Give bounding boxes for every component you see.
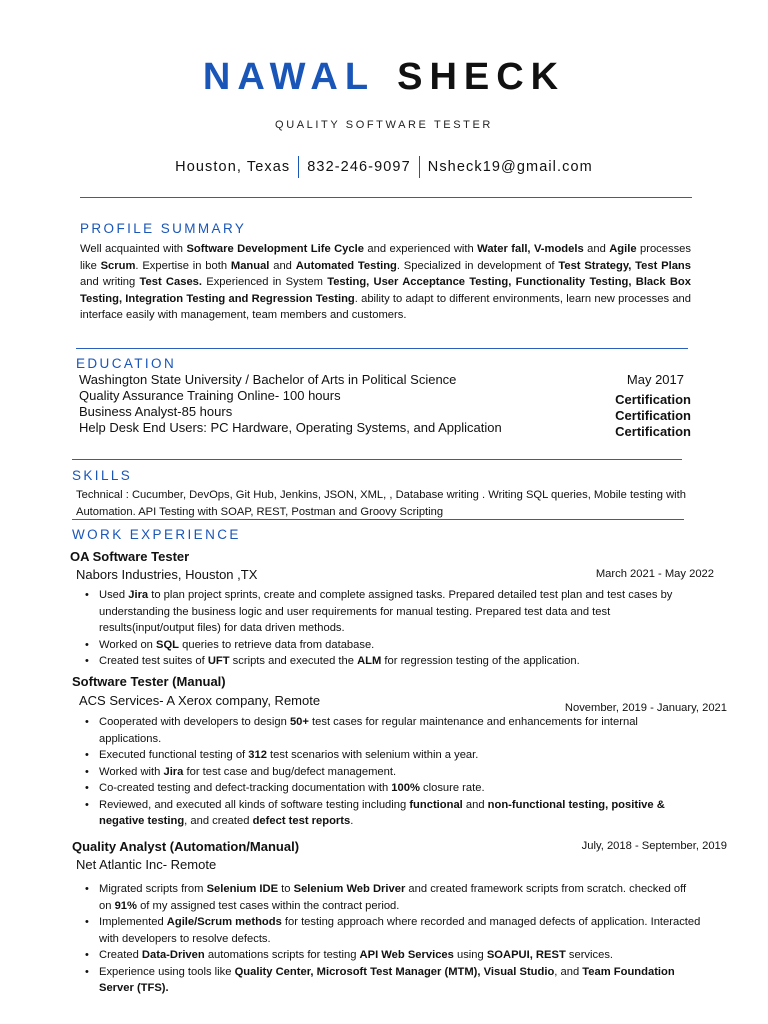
list-item: • Experience using tools like Quality Center, Microsoft Test Manager (MTM), Visual Studio, and Team Foundation Server (TFS). <box>99 964 701 997</box>
list-item: • Implemented Agile/Scrum methods for testing approach where recorded and managed defects of application. Interacted with developers to resolve defects. <box>99 914 701 947</box>
education-row: Washington State University / Bachelor of Arts in Political Science <box>79 372 457 387</box>
job-title: OA Software Tester <box>70 549 190 564</box>
education-row: Quality Assurance Training Online- 100 hours <box>79 388 341 403</box>
email: Nsheck19@gmail.com <box>427 158 593 175</box>
work-heading: WORK EXPERIENCE <box>72 527 241 542</box>
contact-divider <box>419 156 420 178</box>
list-item: • Worked with Jira for test case and bug/defect management. <box>99 764 701 781</box>
contact-divider <box>298 156 299 178</box>
education-heading: EDUCATION <box>76 356 177 371</box>
list-item: • Created Data-Driven automations scripts for testing API Web Services using SOAPUI, REST services. <box>99 947 701 964</box>
profile-heading: PROFILE SUMMARY <box>80 221 247 236</box>
job-company: Nabors Industries, Houston ,TX <box>76 567 258 582</box>
job-title: Software Tester (Manual) <box>72 674 226 689</box>
education-row: Business Analyst-85 hours <box>79 404 233 419</box>
last-name: SHECK <box>397 56 566 98</box>
education-date: May 2017 <box>626 372 684 387</box>
job-title: Quality Analyst (Automation/Manual) <box>72 839 300 854</box>
skills-heading: SKILLS <box>72 468 133 483</box>
list-item: • Cooperated with developers to design 50+ test cases for regular maintenance and enhancements for internal applications. <box>99 714 701 747</box>
phone: 832-246-9097 <box>307 158 411 175</box>
job-dates: July, 2018 - September, 2019 <box>581 840 727 852</box>
job-bullets <box>99 881 701 997</box>
job-subtitle: QUALITY SOFTWARE TESTER <box>275 119 493 131</box>
education-row: Help Desk End Users: PC Hardware, Operating Systems, and Application <box>79 420 502 435</box>
job-dates: March 2021 - May 2022 <box>595 568 714 580</box>
education-certification: Certification <box>615 408 691 423</box>
profile-text: Well acquainted with Software Development Life Cycle and experienced with Water fall, V-models and Agile processes like Scrum. Expertise in both Manual and Automated Testing. Specialized in development of Test Strategy, Test Plans and writing Test Cases. Experienced in System Testing, User Acceptance Testing, Functionality Testing, Black Box Testing, Integration Testing and Regression Testing. ability to adapt to different environments, learn new processes and interface easily with management, team members and customers. <box>80 243 691 322</box>
first-name: NAWAL <box>202 56 376 98</box>
header-divider <box>80 197 692 198</box>
list-item: • Migrated scripts from Selenium IDE to Selenium Web Driver and created framework scripts from scratch. checked off on 91% of my assigned test cases within the contract period. <box>99 881 701 914</box>
education-certification: Certification <box>615 392 691 407</box>
job-company: ACS Services- A Xerox company, Remote <box>79 693 321 708</box>
education-divider <box>72 459 682 460</box>
skills-divider <box>72 519 684 520</box>
list-item: • Reviewed, and executed all kinds of software testing including functional and non-functional testing, positive & negative testing, and created defect test reports. <box>99 797 701 830</box>
job-company: Net Atlantic Inc- Remote <box>76 857 217 872</box>
job-bullets <box>99 714 701 830</box>
list-item: • Co-created testing and defect-tracking documentation with 100% closure rate. <box>99 780 701 797</box>
profile-divider <box>76 348 688 349</box>
list-item: • Worked on SQL queries to retrieve data from database. <box>99 637 699 654</box>
candidate-name <box>0 56 768 99</box>
city: Houston, Texas <box>175 158 291 175</box>
list-item: • Executed functional testing of 312 test scenarios with selenium within a year. <box>99 747 701 764</box>
list-item: • Used Jira to plan project sprints, create and complete assigned tasks. Prepared detailed test plan and test cases by understanding the business logic and user requirements for manual testing. Prepared test data and test results(input/output files) for data driven methods. <box>99 587 699 637</box>
job-dates: November, 2019 - January, 2021 <box>564 702 727 714</box>
education-certification: Certification <box>615 424 691 439</box>
job-bullets <box>99 587 699 670</box>
list-item: • Created test suites of UFT scripts and executed the ALM for regression testing of the application. <box>99 653 699 670</box>
contact-line <box>0 156 768 178</box>
skills-text: Technical : Cucumber, DevOps, Git Hub, Jenkins, JSON, XML, , Database writing . Writing SQL queries, Mobile testing with Automation. API Testing with SOAP, REST, Postman and Groovy Scripting <box>76 489 686 518</box>
